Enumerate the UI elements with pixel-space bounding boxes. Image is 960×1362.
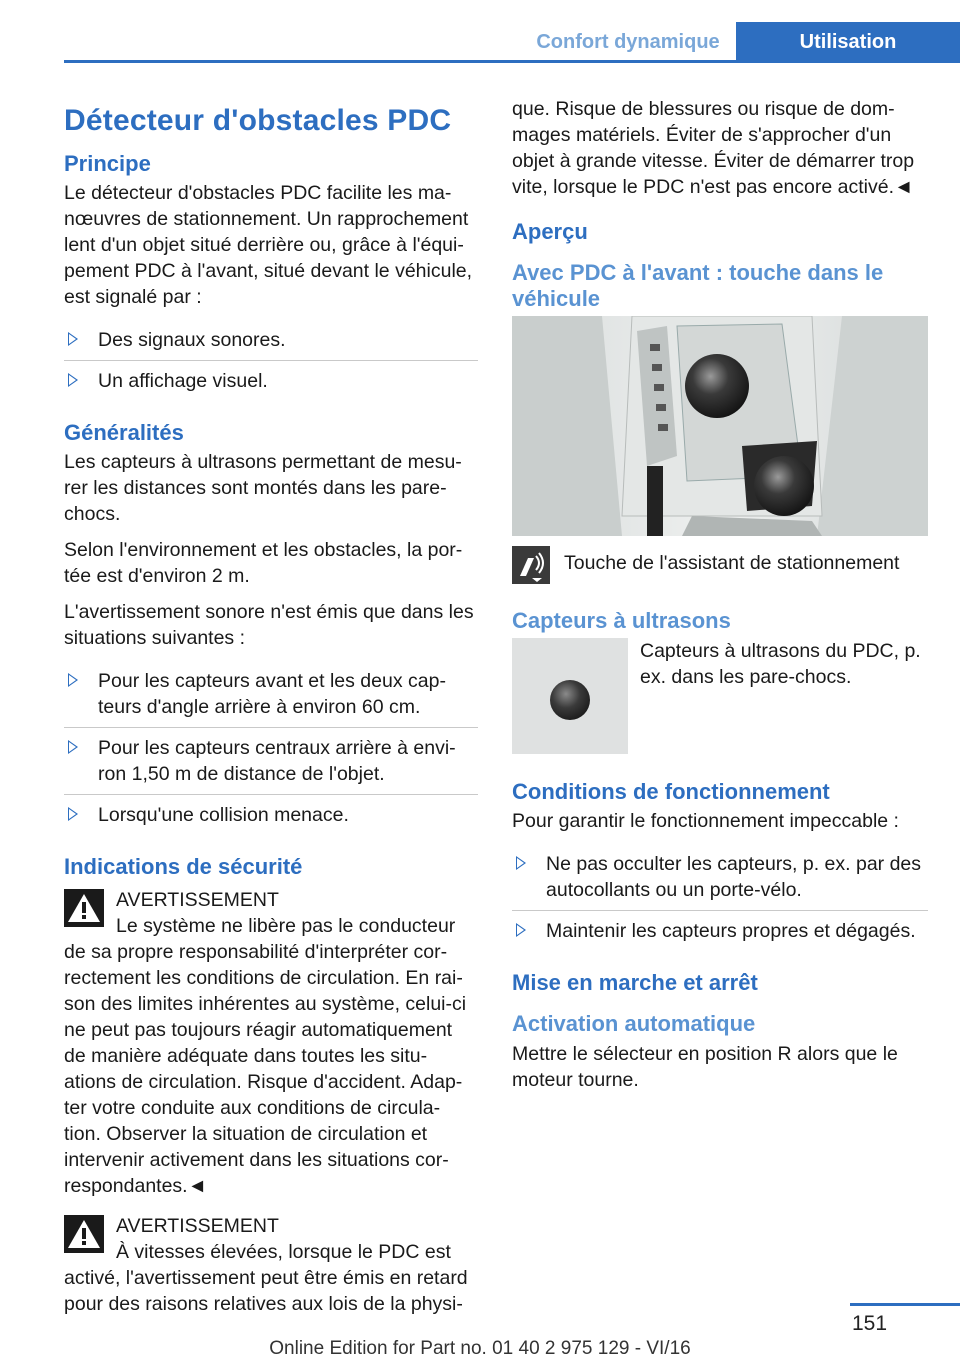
right-column	[512, 96, 928, 1103]
list-item: Pour les capteurs centraux arrière à envi‐ ron 1,50 m de distance de l'objet.	[64, 727, 478, 794]
generalites-p1: Les capteurs à ultrasons permettant de mesu‐ rer les distances sont montés dans les pare- chocs.	[64, 451, 462, 525]
warning-2-continued: que. Risque de blessures ou risque de dom‐ mages matériels. Éviter de s'approcher d'un objet à grande vitesse. Éviter de démarrer trop vite, lorsque le PDC n'est pas encore activé.◄	[512, 98, 915, 198]
center-console-photo	[512, 316, 928, 536]
header-rule	[64, 60, 960, 63]
heading-generalites: Généralités	[64, 420, 184, 445]
heading-activation: Activation automatique	[512, 1011, 756, 1036]
bullet-triangle-icon	[68, 807, 78, 821]
generalites-p2: Selon l'environnement et les obstacles, la por‐ tée est d'environ 2 m.	[64, 539, 463, 587]
list-item: Ne pas occulter les capteurs, p. ex. par des autocollants ou un porte-vélo.	[512, 844, 928, 910]
button-caption-row	[512, 546, 928, 586]
park-assist-button-icon	[512, 546, 550, 584]
warning-2-text: À vitesses élevées, lorsque le PDC est activé, l'avertissement peut être émis en retard pour des raisons relatives aux lois de la physi‐	[64, 1241, 468, 1315]
activation-text: Mettre le sélecteur en position R alors que le moteur tourne.	[512, 1043, 898, 1091]
capteurs-text: Capteurs à ultrasons du PDC, p. ex. dans les pare-chocs.	[640, 640, 921, 688]
warning-1-label: AVERTISSEMENT	[116, 889, 279, 911]
generalites-list	[64, 661, 478, 835]
header-tab-section: Utilisation	[736, 22, 960, 60]
conditions-list	[512, 844, 928, 951]
conditions-intro: Pour garantir le fonctionnement impeccable :	[512, 810, 899, 832]
sensor-row	[512, 638, 928, 754]
heading-principe: Principe	[64, 151, 151, 176]
edition-line: Online Edition for Part no. 01 40 2 975 129 - VI/16	[269, 1338, 691, 1359]
warning-block-1	[64, 887, 478, 1199]
list-item: Des signaux sonores.	[64, 320, 478, 360]
bullet-triangle-icon	[68, 373, 78, 387]
left-column	[64, 94, 478, 1327]
heading-apercu: Aperçu	[512, 219, 588, 244]
heading-securite: Indications de sécurité	[64, 854, 303, 879]
page-title: Détecteur d'obstacles PDC	[64, 104, 452, 137]
generalites-p3: L'avertissement sonore n'est émis que dans les situations suivantes :	[64, 601, 474, 649]
button-caption: Touche de l'assistant de stationnement	[564, 552, 900, 574]
page-number: 151	[852, 1312, 888, 1335]
principe-text: Le détecteur d'obstacles PDC facilite les ma‐ nœuvres de stationnement. Un rapprochement lent d'un objet situé derrière ou, grâce à l'équi‐ pement PDC à l'avant, situé devant le véhicule, est signalé par :	[64, 182, 473, 308]
list-item: Un affichage visuel.	[64, 360, 478, 401]
warning-2-label: AVERTISSEMENT	[116, 1215, 279, 1237]
header-tab-chapter: Confort dynamique	[536, 31, 720, 53]
bullet-triangle-icon	[516, 923, 526, 937]
warning-1-text: Le système ne libère pas le conducteur de sa propre responsabilité d'interpréter cor‐ rectement les conditions de circulation. En rai‐ son des limites inhérentes au système, celui-ci ne peut pas toujours réagir automatiquement de manière adéquate dans toutes les situ‐ ations de circulation. Risque d'accident. Adap‐ ter votre conduite aux conditions de circula‐ tion. Observer la situation de circulation et intervenir activement dans les situations cor‐ respondantes.◄	[64, 915, 467, 1197]
list-item: Lorsqu'une collision menace.	[64, 794, 478, 835]
ultrasonic-sensor-photo	[512, 638, 628, 754]
warning-triangle-icon	[64, 889, 104, 927]
bullet-triangle-icon	[68, 332, 78, 346]
footer-rule	[850, 1303, 960, 1306]
bullet-triangle-icon	[68, 673, 78, 687]
list-item: Pour les capteurs avant et les deux cap‐ teurs d'angle arrière à environ 60 cm.	[64, 661, 478, 727]
bullet-triangle-icon	[68, 740, 78, 754]
warning-triangle-icon	[64, 1215, 104, 1253]
principe-list	[64, 320, 478, 401]
heading-conditions: Conditions de fonctionnement	[512, 779, 830, 804]
bullet-triangle-icon	[516, 856, 526, 870]
heading-pdc-avant: Avec PDC à l'avant : touche dans le véhicule	[512, 260, 884, 311]
heading-capteurs: Capteurs à ultrasons	[512, 608, 731, 633]
heading-marche: Mise en marche et arrêt	[512, 970, 758, 995]
warning-block-2	[64, 1213, 478, 1317]
list-item: Maintenir les capteurs propres et dégagés.	[512, 910, 928, 951]
